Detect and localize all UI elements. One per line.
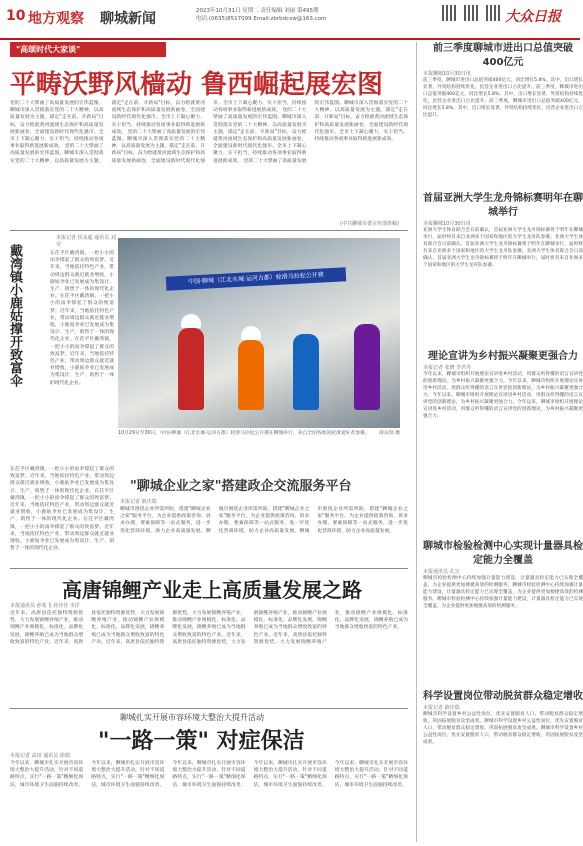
divider — [10, 230, 408, 231]
event-banner: 中国·聊城（江北水城·运河古都）轮滑马拉松公开赛 — [166, 267, 346, 290]
photo-credit: 薛庆瑞 摄 — [379, 431, 400, 436]
brief-byline: 本报聊城10月30日讯 — [423, 71, 471, 77]
qr-code-icon — [486, 5, 502, 21]
story3-headline: 高唐锦鲤产业走上高质量发展之路 — [62, 578, 362, 602]
brief-body: 今年以来，聊城市组织开展理论宣讲进乡村活动，用群众听得懂的语言宣讲党的创新理论，为乡村振兴凝聚更强合力。今年以来，聊城市组织开展理论宣讲进乡村活动，用群众听得懂的语言宣讲党的创新理论，为乡村振兴凝聚更强合力。今年以来，聊城市组织开展理论宣讲进乡村活动，用群众听得懂的语言宣讲党的创新理论，为乡村振兴凝聚更强合力。今年以来，聊城市组织开展理论宣讲进乡村活动，用群众听得懂的语言宣讲党的创新理论，为乡村振兴凝聚更强合力。 — [423, 372, 583, 419]
story3-byline: 本报通讯员 孙希飞 孙佳佳 李洋 — [10, 603, 80, 609]
column-kicker: "高颂时代大家谈" — [10, 42, 166, 57]
divider — [10, 708, 408, 709]
story2-body: 聊城市围绕企业所需所盼，搭建"聊城企业之家"服务平台，为企业提供政策咨询、诉求办理、要素保障等一站式服务，进一步优化营商环境，助力企业高质量发展。聊城市围绕企业所需所盼，搭建"聊城企业之家"服务平台，为企业提供政策咨询、诉求办理、要素保障等一站式服务，进一步优化营商环境，助力企业高质量发展。聊城市围绕企业所需所盼，搭建"聊城企业之家"服务平台，为企业提供政策咨询、诉求办理、要素保障等一站式服务，进一步优化营商环境，助力企业高质量发展。 — [120, 507, 408, 534]
brief-body: 亚洲大学生体育联合会日前确认，首届亚洲大学生龙舟锦标赛将于明年在聊城举行，届时将有来自亚洲多个国家和地区的大学生龙舟队参赛。亚洲大学生体育联合会日前确认，首届亚洲大学生龙舟锦标赛将于明年在聊城举行，届时将有来自亚洲多个国家和地区的大学生龙舟队参赛。亚洲大学生体育联合会日前确认，首届亚洲大学生龙舟锦标赛将于明年在聊城举行，届时将有来自亚洲多个国家和地区的大学生龙舟队参赛。 — [423, 228, 583, 268]
page-number: 10 — [6, 8, 26, 24]
story4-byline: 本报记者 高田 通讯员 徐瑞 — [10, 753, 70, 759]
meta-line-1: 2023年10月31日 星期二 责任编辑 刘丽 第495期 — [196, 8, 319, 14]
qr-code-icon — [464, 5, 480, 21]
story4-headline: "一路一策" 对症保洁 — [98, 728, 305, 754]
brief-byline: 本报聊城10月30日讯 — [423, 221, 471, 227]
story4-kicker: 聊城扎实开展市容环境大整治大提升活动 — [120, 713, 264, 722]
brief-byline: 本报通讯员 孔宣 — [423, 569, 460, 575]
skater-figure — [178, 328, 204, 410]
meta-line-2: 电话:(0635)8517099 Email:zbrbdcxw@163.com — [196, 16, 327, 22]
brief-headline: 首届亚洲大学生龙舟锦标赛明年在聊城举行 — [423, 193, 583, 218]
brief-body: 聊城市检验检测中心持续加强计量能力建设，计量器具检定能力已实现全覆盖，为企业提供更加便捷高效的检测服务。聊城市检验检测中心持续加强计量能力建设，计量器具检定能力已实现全覆盖，为企业提供更加便捷高效的检测服务。聊城市检验检测中心持续加强计量能力建设，计量器具检定能力已实现全覆盖，为企业提供更加便捷高效的检测服务。 — [423, 576, 583, 609]
left-body: 在茌平区戴湾镇，一把小小的雨伞撑起了群众的致富梦。近年来，当地依托特色产业，带动周边群众就近就业增收，小鹿姑伞业已发展成为集设计、生产、销售于一体的现代化企业。在茌平区戴湾镇，一把小小的雨伞撑起了群众的致富梦。近年来，当地依托特色产业，带动周边群众就近就业增收，小鹿姑伞业已发展成为集设计、生产、销售于一体的现代化企业。在茌平区戴湾镇，一把小小的雨伞撑起了群众的致富梦。近年来，当地依托特色产业，带动周边群众就近就业增收，小鹿姑伞业已发展成为集设计、生产、销售于一体的现代化企业。 — [50, 251, 114, 386]
newspaper-logo: 大众日报 — [505, 9, 561, 25]
divider — [10, 568, 408, 569]
brief-byline: 本报记者 张晓 李君寿 — [423, 365, 472, 371]
brief-item — [423, 192, 583, 350]
qr-code-icon — [442, 5, 458, 21]
brief-headline: 科学设置岗位带动脱贫群众稳定增收 — [423, 691, 583, 702]
page-header — [0, 0, 580, 40]
brief-item — [423, 540, 583, 690]
skater-figure — [293, 334, 319, 410]
story2-byline: 本报记者 薛庆瑞 — [120, 499, 157, 505]
photo-caption: 10月29日至30日，中国·聊城（江北水城·运河古都）轮滑马拉松公开赛在聊城举行，来自全国各地的轮滑爱好者参赛。 薛庆瑞 摄 — [118, 431, 400, 436]
right-news-column — [416, 42, 583, 842]
story2-headline: "聊城企业之家"搭建政企交流服务平台 — [130, 479, 352, 494]
helmet-icon — [181, 314, 201, 328]
section-title: 地方观察 — [28, 11, 84, 27]
brief-headline: 聊城市检验检测中心实现计量器具检定能力全覆盖 — [423, 541, 583, 566]
brief-body: 聊城市科学设置乡村公益性岗位，优先安置脱贫人口，带动脱贫群众稳定增收，巩固拓展脱贫攻坚成果。聊城市科学设置乡村公益性岗位，优先安置脱贫人口，带动脱贫群众稳定增收，巩固拓展脱贫攻坚成果。聊城市科学设置乡村公益性岗位，优先安置脱贫人口，带动脱贫群众稳定增收，巩固拓展脱贫攻坚成果。 — [423, 712, 583, 745]
lead-headline: 平畴沃野风樯动 鲁西崛起展宏图 — [10, 70, 384, 100]
lead-body: 党的二十大擘画了高质量发展的宏伟蓝图。聊城市深入贯彻落实党的二十大精神，以高质量发展为主题，锚定"走在前、开新局"目标，奋力绘就黄河流域生态保护和高质量发展新画卷，全面建设新时代现代化强市。全市上下凝心聚力、实干担当，持续推动各项事业取得新进展新成效。 党的二十大擘画了高质量发展的宏伟蓝图。聊城市深入贯彻落实党的二十大精神，以高质量发展为主题，锚定"走在前、开新局"目标，奋力绘就黄河流域生态保护和高质量发展新画卷，全面建设新时代现代化强市。全市上下凝心聚力、实干担当，持续推动各项事业取得新进展新成效。 党的二十大擘画了高质量发展的宏伟蓝图。聊城市深入贯彻落实党的二十大精神，以高质量发展为主题，锚定"走在前、开新局"目标，奋力绘就黄河流域生态保护和高质量发展新画卷，全面建设新时代现代化强市。全市上下凝心聚力、实干担当，持续推动各项事业取得新进展新成效。 党的二十大擘画了高质量发展的宏伟蓝图。聊城市深入贯彻落实党的二十大精神，以高质量发展为主题，锚定"走在前、开新局"目标，奋力绘就黄河流域生态保护和高质量发展新画卷，全面建设新时代现代化强市。全市上下凝心聚力、实干担当，持续推动各项事业取得新进展新成效。 党的二十大擘画了高质量发展的宏伟蓝图。聊城市深入贯彻落实党的二十大精神，以高质量发展为主题，锚定"走在前、开新局"目标，奋力绘就黄河流域生态保护和高质量发展新画卷，全面建设新时代现代化强市。全市上下凝心聚力、实干担当，持续推动各项事业取得新进展新成效。 — [10, 101, 408, 164]
story3-body: 近年来，高唐县依托独特资源优势，大力发展锦鲤养殖产业，推动锦鲤产业规模化、标准化、品牌化发展，锦鲤养殖已成为当地群众增收致富的特色产业。近年来，高唐县依托独特资源优势，大力发展锦鲤养殖产业，推动锦鲤产业规模化、标准化、品牌化发展，锦鲤养殖已成为当地群众增收致富的特色产业。近年来，高唐县依托独特资源优势，大力发展锦鲤养殖产业，推动锦鲤产业规模化、标准化、品牌化发展，锦鲤养殖已成为当地群众增收致富的特色产业。近年来，高唐县依托独特资源优势，大力发展锦鲤养殖产业，推动锦鲤产业规模化、标准化、品牌化发展，锦鲤养殖已成为当地群众增收致富的特色产业。近年来，高唐县依托独特资源优势，大力发展锦鲤养殖产业，推动锦鲤产业规模化、标准化、品牌化发展，锦鲤养殖已成为当地群众增收致富的特色产业。 — [10, 611, 408, 645]
edition-meta — [196, 7, 366, 23]
brief-body: 前三季度，聊城市进出口总值突破400亿元，同比增长5.8%。其中，出口增长显著，外贸结构持续优化，民营企业进出口占比提升。前三季度，聊城市进出口总值突破400亿元，同比增长5.8%。其中，出口增长显著，外贸结构持续优化，民营企业进出口占比提升。前三季度，聊城市进出口总值突破400亿元，同比增长5.8%。其中，出口增长显著，外贸结构持续优化，民营企业进出口占比提升。 — [423, 78, 583, 118]
brief-item — [423, 350, 583, 540]
brief-item — [423, 690, 583, 838]
left-body-continued: 在茌平区戴湾镇，一把小小的雨伞撑起了群众的致富梦。近年来，当地依托特色产业，带动周边群众就近就业增收，小鹿姑伞业已发展成为集设计、生产、销售于一体的现代化企业。在茌平区戴湾镇，一把小小的雨伞撑起了群众的致富梦。近年来，当地依托特色产业，带动周边群众就近就业增收，小鹿姑伞业已发展成为集设计、生产、销售于一体的现代化企业。在茌平区戴湾镇，一把小小的雨伞撑起了群众的致富梦。近年来，当地依托特色产业，带动周边群众就近就业增收，小鹿姑伞业已发展成为集设计、生产、销售于一体的现代化企业。 — [10, 467, 114, 552]
skater-figure — [238, 340, 264, 410]
helmet-icon — [296, 320, 316, 334]
brief-headline: 前三季度聊城市进出口总值突破400亿元 — [433, 43, 573, 68]
brief-item — [423, 42, 583, 192]
story4-body: 今年以来，聊城市扎实开展市容环境大整治大提升活动，针对不同道路特点，实行"一路一策"精细化保洁，城市环境卫生面貌持续改善。今年以来，聊城市扎实开展市容环境大整治大提升活动，针对不同道路特点，实行"一路一策"精细化保洁，城市环境卫生面貌持续改善。今年以来，聊城市扎实开展市容环境大整治大提升活动，针对不同道路特点，实行"一路一策"精细化保洁，城市环境卫生面貌持续改善。今年以来，聊城市扎实开展市容环境大整治大提升活动，针对不同道路特点，实行"一路一策"精细化保洁，城市环境卫生面貌持续改善。今年以来，聊城市扎实开展市容环境大整治大提升活动，针对不同道路特点，实行"一路一策"精细化保洁，城市环境卫生面貌持续改善。 — [10, 761, 408, 788]
skating-photo — [118, 238, 400, 428]
brief-headline: 理论宣讲为乡村振兴凝聚更强合力 — [428, 351, 578, 362]
left-vertical-headline: 戴湾镇小鹿姑撑开致富伞 — [7, 244, 22, 387]
left-byline: 本报记者 侯永超 通讯员 刘莹 — [56, 235, 116, 248]
lead-source: (中共聊城市委宣传部供稿) — [340, 221, 399, 227]
helmet-icon — [241, 326, 261, 340]
spectator-figure — [354, 324, 380, 410]
section-subtitle: 聊城新闻 — [100, 11, 156, 27]
brief-byline: 本报记者 薛庆瑞 — [423, 705, 460, 711]
